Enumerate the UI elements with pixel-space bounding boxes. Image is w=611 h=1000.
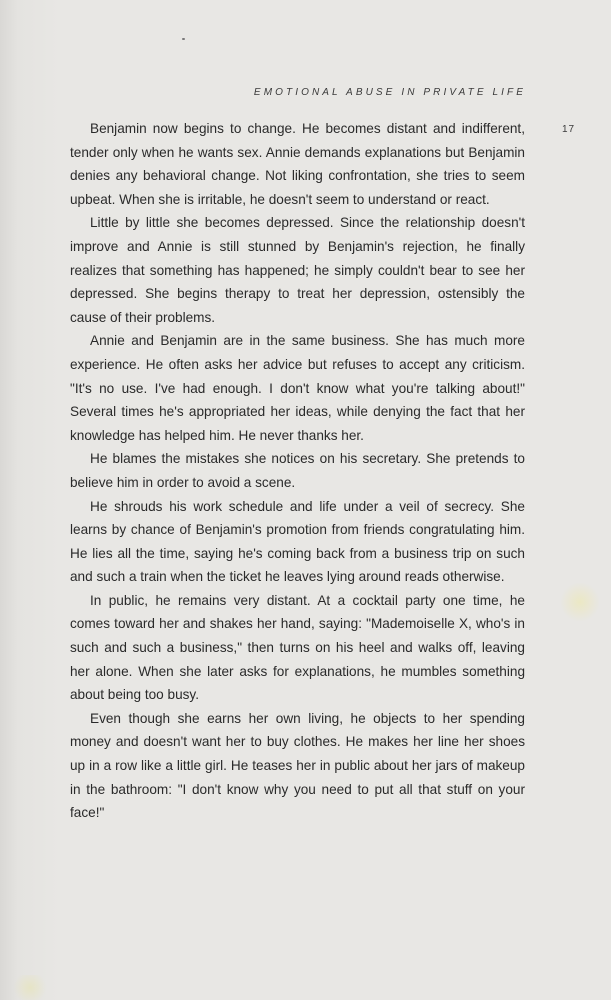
paragraph: In public, he remains very distant. At a cocktail party one time, he comes toward her and shakes her hand, saying: "Mademoiselle X, who's in such and such a business," then turns on his heel and walks off, leaving her alone. When she later asks for explanations, he mumbles something about being too busy. — [70, 592, 525, 703]
paragraph: Even though she earns her own living, he objects to her spending money and doesn't want her to buy clothes. He makes her line her shoes up in a row like a little girl. He teases her in public about her jars of makeup in the bathroom: "I don't know why you need to put all that stuff on your face!" — [70, 710, 525, 821]
paper-stain — [560, 582, 600, 622]
dust-speck — [182, 38, 185, 40]
paragraph: He shrouds his work schedule and life under a veil of secrecy. She learns by chance of Benjamin's promotion from friends congratulating him. He lies all the time, saying he's coming back from a business trip on such and such a train when the ticket he leaves lying around reads otherwise. — [70, 498, 525, 585]
page-number: 17 — [562, 124, 576, 135]
body-text — [70, 117, 525, 825]
paragraph: Little by little she becomes depressed. Since the relationship doesn't improve and Annie is still stunned by Benjamin's rejection, he finally realizes that something has happened; he simply couldn't bear to see her depressed. She begins therapy to treat her depression, ostensibly the cause of their problems. — [70, 215, 525, 325]
paragraph: Benjamin now begins to change. He becomes distant and indifferent, tender only when he wants sex. Annie demands explanations but Benjamin denies any behavioral change. Not liking confrontation, she tries to seem upbeat. When she is irritable, he doesn't seem to understand or react. — [70, 121, 525, 207]
running-head: EMOTIONAL ABUSE IN PRIVATE LIFE — [253, 87, 526, 98]
paragraph: Annie and Benjamin are in the same business. She has much more experience. He often asks her advice but refuses to accept any criticism. "It's no use. I've had enough. I don't know what you're talking about!" Several times he's appropriated her ideas, while denying the fact that her knowledge has helped him. He never thanks her. — [70, 333, 525, 443]
paragraph: He blames the mistakes she notices on his secretary. She pretends to believe him in order to avoid a scene. — [70, 451, 525, 490]
paper-stain-corner — [10, 975, 50, 1000]
